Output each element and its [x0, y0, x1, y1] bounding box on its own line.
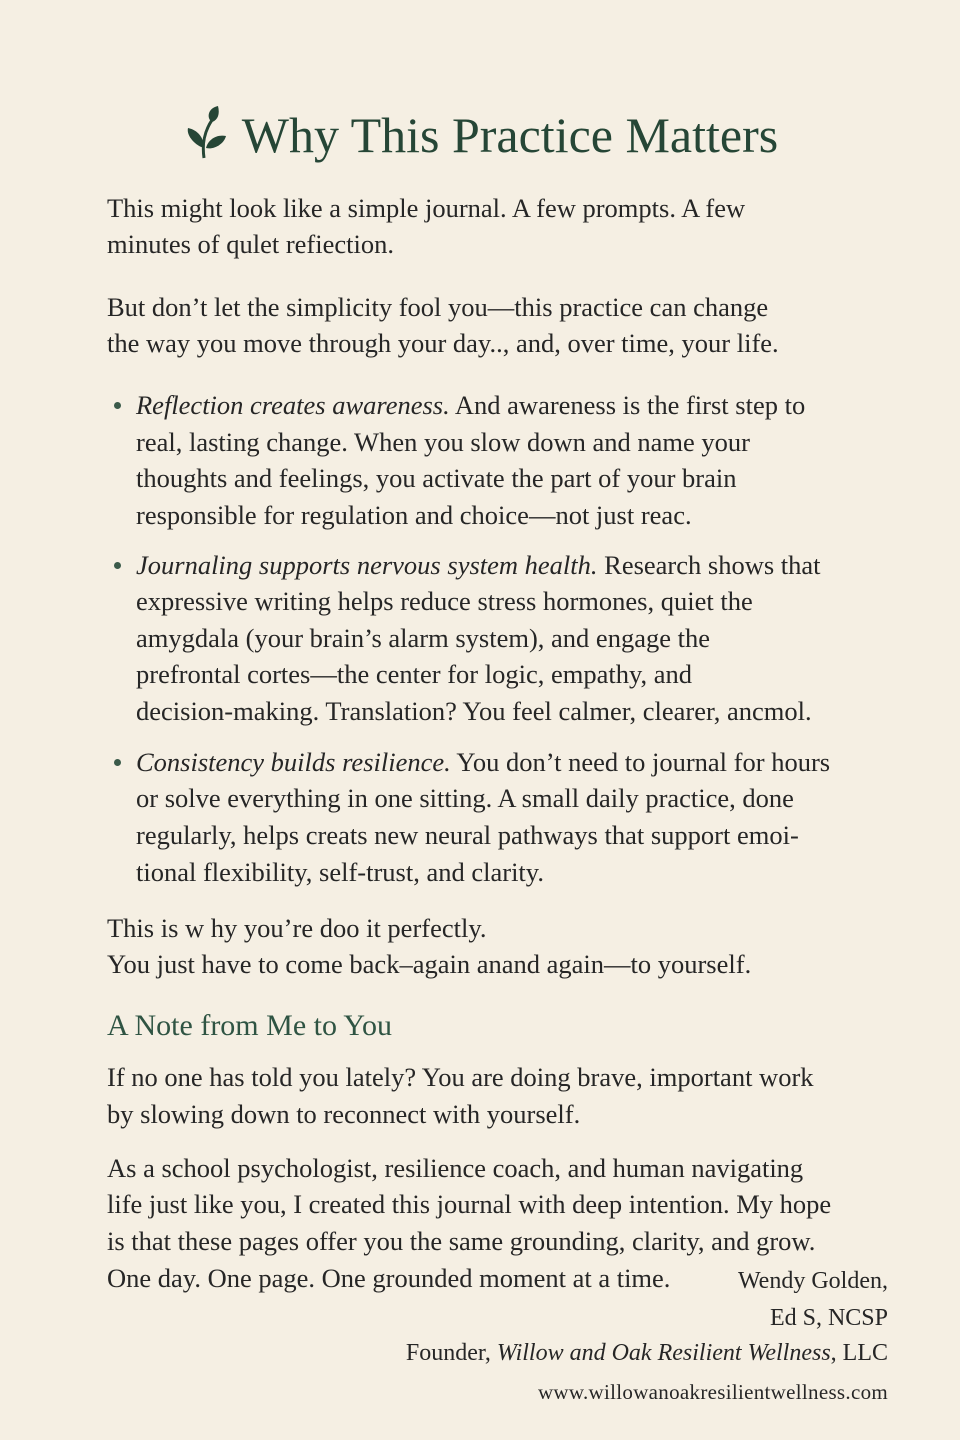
text-line: [136, 694, 812, 728]
bullet-dot: [114, 402, 121, 409]
signature-role: [406, 1340, 888, 1367]
text-line: [107, 911, 487, 945]
line-text: Research shows that: [597, 550, 821, 580]
website-link[interactable]: www.willowanoakresilientwellness.com: [537, 1380, 888, 1404]
line-text: real, lasting change. When you slow down and name your: [136, 427, 751, 457]
line-text: thoughts and feelings, you activate the part of your brain: [136, 463, 737, 493]
text-line: [136, 425, 750, 459]
line-text: by slowing down to reconnect with yourself.: [107, 1099, 581, 1129]
text-line: [136, 818, 799, 852]
text-line: [107, 1224, 815, 1258]
note-heading: A Note from Me to You: [107, 1009, 393, 1042]
title-text: Why This Practice Matters: [241, 107, 779, 163]
line-text: amygdala (your brain’s alarm system), and engage the: [136, 623, 710, 653]
line-text: prefrontal cortes—the center for logic, empathy, and: [136, 659, 693, 689]
text-line: [107, 1097, 580, 1131]
signature-credentials: Ed S, NCSP: [769, 1305, 888, 1331]
line-text: or solve everything in one sitting. A small daily practice, done: [136, 783, 794, 813]
bullet-lead: Journaling supports nervous system health.: [136, 550, 598, 580]
line-text: responsible for regulation and choice—not just reac.: [136, 500, 692, 530]
bullet-dot: [114, 759, 121, 766]
text-line: [107, 1261, 670, 1295]
role-prefix: Founder,: [405, 1340, 497, 1366]
text-line: [107, 1187, 831, 1221]
text-line: [107, 227, 394, 261]
line-text: the way you move through your day.., and, over time, your life.: [107, 328, 779, 358]
line-text: If no one has told you lately? You are doing brave, important work: [107, 1062, 814, 1092]
bullet-lead: Consistency builds resilience.: [136, 747, 451, 777]
line-text: And awareness is the first step to: [449, 390, 806, 420]
line-text: is that these pages offer you the same grounding, clarity, and grow.: [107, 1226, 816, 1256]
text-line: [136, 548, 821, 582]
leaf-sprout-icon: [182, 104, 230, 160]
line-text: This is w hy you’re doo it perfectly.: [107, 913, 487, 943]
line-text: expressive writing helps reduce stress hormones, quiet the: [136, 586, 753, 616]
line-text: regularly, helps creats new neural pathways that support emoi-: [136, 820, 799, 850]
line-text: life just like you, I created this journal with deep intention. My hope: [107, 1189, 832, 1219]
bullet-dot: [114, 562, 121, 569]
line-text: This might look like a simple journal. A few prompts. A few: [107, 193, 746, 223]
text-line: [107, 947, 751, 981]
page-title: [0, 104, 960, 164]
line-text: tional flexibility, self-trust, and clarity.: [136, 857, 544, 887]
line-text: You just have to come back–again anand again—to yourself.: [107, 949, 752, 979]
text-line: [136, 388, 805, 422]
text-line: [136, 461, 737, 495]
line-text: minutes of qulet refiection.: [107, 229, 394, 259]
company-name: Willow and Oak Resilient Wellness: [496, 1340, 831, 1366]
text-line: [136, 855, 544, 889]
text-line: [136, 745, 830, 779]
text-line: [107, 326, 779, 360]
text-line: [136, 621, 710, 655]
line-text: decision-making. Translation? You feel calmer, clearer, ancmol.: [136, 696, 812, 726]
text-line: [136, 657, 692, 691]
text-line: [107, 191, 745, 225]
line-text: One day. One page. One grounded moment at a time.: [107, 1263, 671, 1293]
text-line: [107, 1151, 803, 1185]
line-text: As a school psychologist, resilience coach, and human navigating: [107, 1153, 804, 1183]
company-suffix: , LLC: [830, 1340, 888, 1366]
text-line: [107, 1060, 814, 1094]
text-line: [136, 498, 692, 532]
line-text: You don’t need to journal for hours: [450, 747, 831, 777]
text-line: [136, 781, 794, 815]
text-line: [136, 584, 753, 618]
text-line: [107, 290, 768, 324]
line-text: But don’t let the simplicity fool you—this practice can change: [107, 292, 769, 322]
bullet-lead: Reflection creates awareness.: [136, 390, 450, 420]
signature-name: Wendy Golden,: [737, 1268, 888, 1294]
